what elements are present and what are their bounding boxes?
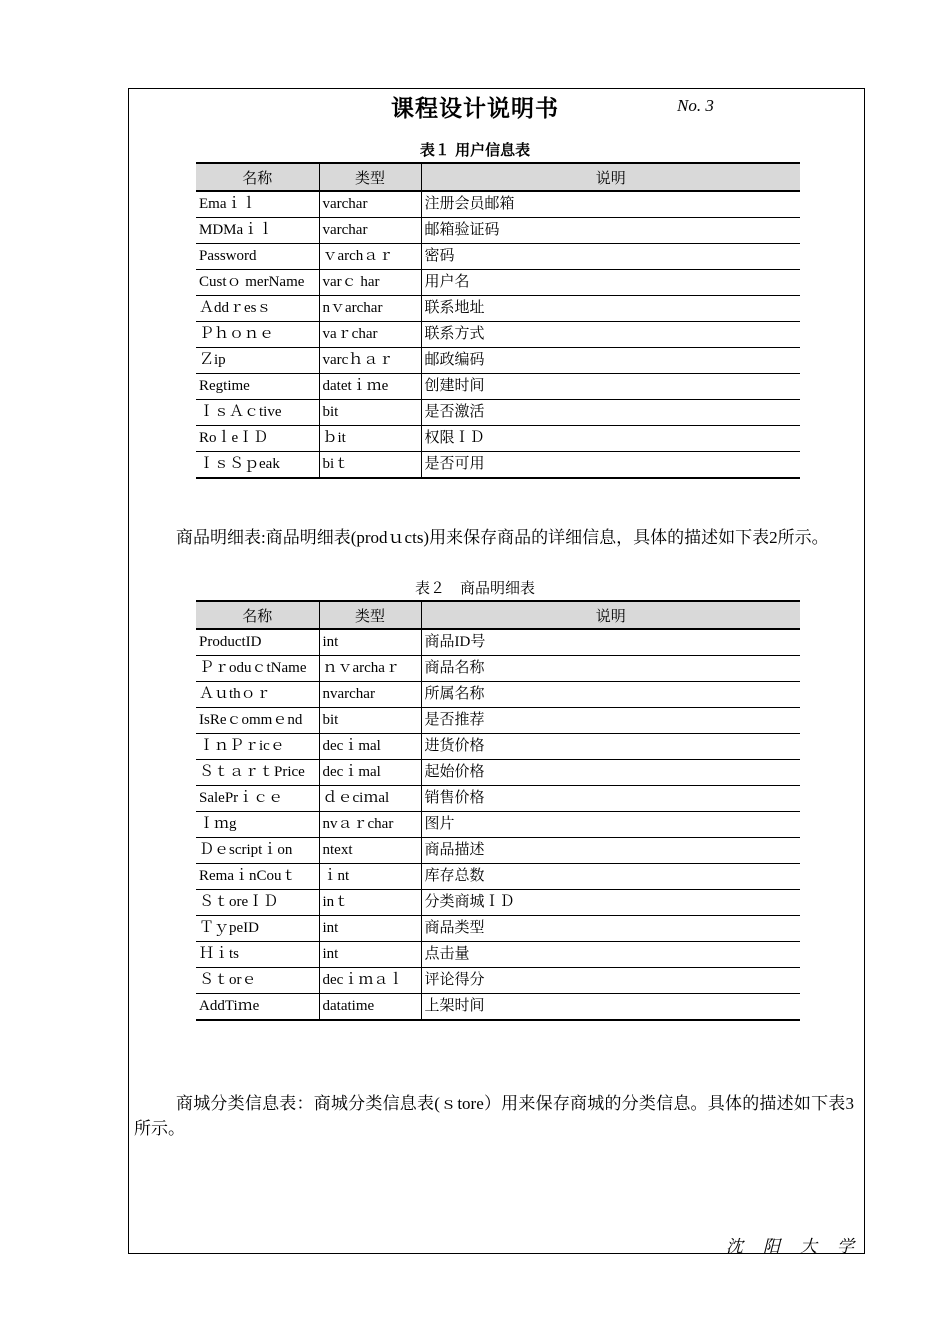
- table-row: [196, 348, 800, 374]
- field-description-cell: 商品ID号: [421, 629, 800, 656]
- field-type-cell: decｉｍａｌ: [319, 968, 421, 994]
- field-type-cell: ｂit: [319, 426, 421, 452]
- table2-caption: 表２ 商品明细表: [414, 579, 535, 597]
- field-name-cell: Password: [196, 244, 319, 270]
- field-name-cell: ＩｓＳｐeak: [196, 452, 319, 479]
- table-row: [196, 400, 800, 426]
- field-description-cell: 联系地址: [421, 296, 800, 322]
- field-type-cell: varchar: [319, 218, 421, 244]
- field-name-cell: IsReｃommｅnd: [196, 708, 319, 734]
- table-row: [196, 994, 800, 1021]
- field-name-cell: AddTiｍe: [196, 994, 319, 1021]
- field-type-cell: int: [319, 942, 421, 968]
- field-name-cell: Ａｕthｏｒ: [196, 682, 319, 708]
- column-header-name: 名称: [196, 163, 319, 191]
- field-name-cell: ＰｒoduｃtName: [196, 656, 319, 682]
- field-type-cell: ｖarchａｒ: [319, 244, 421, 270]
- field-name-cell: ＳｔoreＩＤ: [196, 890, 319, 916]
- field-type-cell: int: [319, 916, 421, 942]
- field-description-cell: 商品类型: [421, 916, 800, 942]
- field-name-cell: Regtime: [196, 374, 319, 400]
- field-type-cell: ｄｅciｍal: [319, 786, 421, 812]
- field-description-cell: 创建时间: [421, 374, 800, 400]
- field-name-cell: Ｚip: [196, 348, 319, 374]
- column-header-description: 说明: [421, 601, 800, 629]
- field-type-cell: inｔ: [319, 890, 421, 916]
- field-type-cell: varｃ har: [319, 270, 421, 296]
- table-row: [196, 734, 800, 760]
- table-row: [196, 322, 800, 348]
- field-description-cell: 联系方式: [421, 322, 800, 348]
- field-type-cell: varcｈａｒ: [319, 348, 421, 374]
- table-row: [196, 629, 800, 656]
- field-type-cell: bit: [319, 400, 421, 426]
- field-type-cell: vaｒchar: [319, 322, 421, 348]
- field-type-cell: varchar: [319, 191, 421, 218]
- field-name-cell: RemaｉnCouｔ: [196, 864, 319, 890]
- table-row: [196, 786, 800, 812]
- field-name-cell: ＩｎＰｒicｅ: [196, 734, 319, 760]
- field-type-cell: datetｉｍe: [319, 374, 421, 400]
- field-description-cell: 是否推荐: [421, 708, 800, 734]
- table-row: [196, 916, 800, 942]
- field-type-cell: decｉmal: [319, 734, 421, 760]
- field-name-cell: SalePrｉｃｅ: [196, 786, 319, 812]
- table-row: [196, 656, 800, 682]
- column-header-type: 类型: [319, 601, 421, 629]
- table-row: [196, 270, 800, 296]
- field-type-cell: bit: [319, 708, 421, 734]
- field-name-cell: MDMaｉｌ: [196, 218, 319, 244]
- field-description-cell: 密码: [421, 244, 800, 270]
- field-name-cell: Custｏ merName: [196, 270, 319, 296]
- table-row: [196, 942, 800, 968]
- field-name-cell: ProductID: [196, 629, 319, 656]
- table-row: [196, 864, 800, 890]
- column-header-name: 名称: [196, 601, 319, 629]
- field-name-cell: ＴｙpeID: [196, 916, 319, 942]
- field-name-cell: Ａddｒesｓ: [196, 296, 319, 322]
- column-header-type: 类型: [319, 163, 421, 191]
- column-header-description: 说明: [421, 163, 800, 191]
- table-row: [196, 760, 800, 786]
- field-type-cell: ntext: [319, 838, 421, 864]
- field-type-cell: nvarchar: [319, 682, 421, 708]
- table-row: [196, 890, 800, 916]
- table-row: [196, 244, 800, 270]
- field-name-cell: ＩｓＡｃtive: [196, 400, 319, 426]
- table-row: [196, 296, 800, 322]
- field-description-cell: 进货价格: [421, 734, 800, 760]
- field-description-cell: 点击量: [421, 942, 800, 968]
- field-description-cell: 库存总数: [421, 864, 800, 890]
- field-description-cell: 分类商城ＩＤ: [421, 890, 800, 916]
- field-type-cell: biｔ: [319, 452, 421, 479]
- field-name-cell: Ｉｍg: [196, 812, 319, 838]
- field-description-cell: 起始价格: [421, 760, 800, 786]
- field-name-cell: Ｄｅscriptｉon: [196, 838, 319, 864]
- field-description-cell: 上架时间: [421, 994, 800, 1021]
- table-row: [196, 708, 800, 734]
- table-row: [196, 426, 800, 452]
- field-type-cell: nvａｒchar: [319, 812, 421, 838]
- field-name-cell: Ｓｔorｅ: [196, 968, 319, 994]
- field-description-cell: 权限ＩＤ: [421, 426, 800, 452]
- user-info-table: [196, 162, 800, 479]
- field-description-cell: 所属名称: [421, 682, 800, 708]
- field-type-cell: ｉnt: [319, 864, 421, 890]
- table-row: [196, 838, 800, 864]
- field-name-cell: RoｌeＩＤ: [196, 426, 319, 452]
- product-detail-table: [196, 600, 800, 1021]
- table-row: [196, 812, 800, 838]
- field-name-cell: Ｐｈｏｎｅ: [196, 322, 319, 348]
- university-name: 沈阳大学: [726, 1237, 874, 1257]
- field-description-cell: 是否激活: [421, 400, 800, 426]
- field-type-cell: datatime: [319, 994, 421, 1021]
- table-row: [196, 452, 800, 479]
- field-type-cell: int: [319, 629, 421, 656]
- field-description-cell: 邮箱验证码: [421, 218, 800, 244]
- field-type-cell: nｖarchar: [319, 296, 421, 322]
- table1-caption: 表１ 用户信息表: [419, 141, 531, 159]
- field-description-cell: 邮政编码: [421, 348, 800, 374]
- field-type-cell: decｉmal: [319, 760, 421, 786]
- field-description-cell: 商品描述: [421, 838, 800, 864]
- field-description-cell: 销售价格: [421, 786, 800, 812]
- table-row: [196, 682, 800, 708]
- field-description-cell: 商品名称: [421, 656, 800, 682]
- field-type-cell: ｎｖarchaｒ: [319, 656, 421, 682]
- field-description-cell: 注册会员邮箱: [421, 191, 800, 218]
- table-row: [196, 374, 800, 400]
- table-row: [196, 218, 800, 244]
- paragraph-store-intro: 商城分类信息表：商城分类信息表(ｓtore）用来保存商城的分类信息。具体的描述如下表3所示。: [134, 1094, 854, 1138]
- field-name-cell: ＳｔａｒｔPrice: [196, 760, 319, 786]
- field-description-cell: 是否可用: [421, 452, 800, 479]
- page-number: No. 3: [677, 96, 714, 115]
- paragraph-products-intro: 商品明细表:商品明细表(prodｕcts)用来保存商品的详细信息，具体的描述如下表2所示。: [176, 528, 829, 547]
- table-row: [196, 191, 800, 218]
- field-description-cell: 用户名: [421, 270, 800, 296]
- table-row: [196, 968, 800, 994]
- field-description-cell: 图片: [421, 812, 800, 838]
- field-description-cell: 评论得分: [421, 968, 800, 994]
- document-title: 课程设计说明书: [391, 95, 559, 122]
- field-name-cell: Ｈｉts: [196, 942, 319, 968]
- field-name-cell: Emaｉｌ: [196, 191, 319, 218]
